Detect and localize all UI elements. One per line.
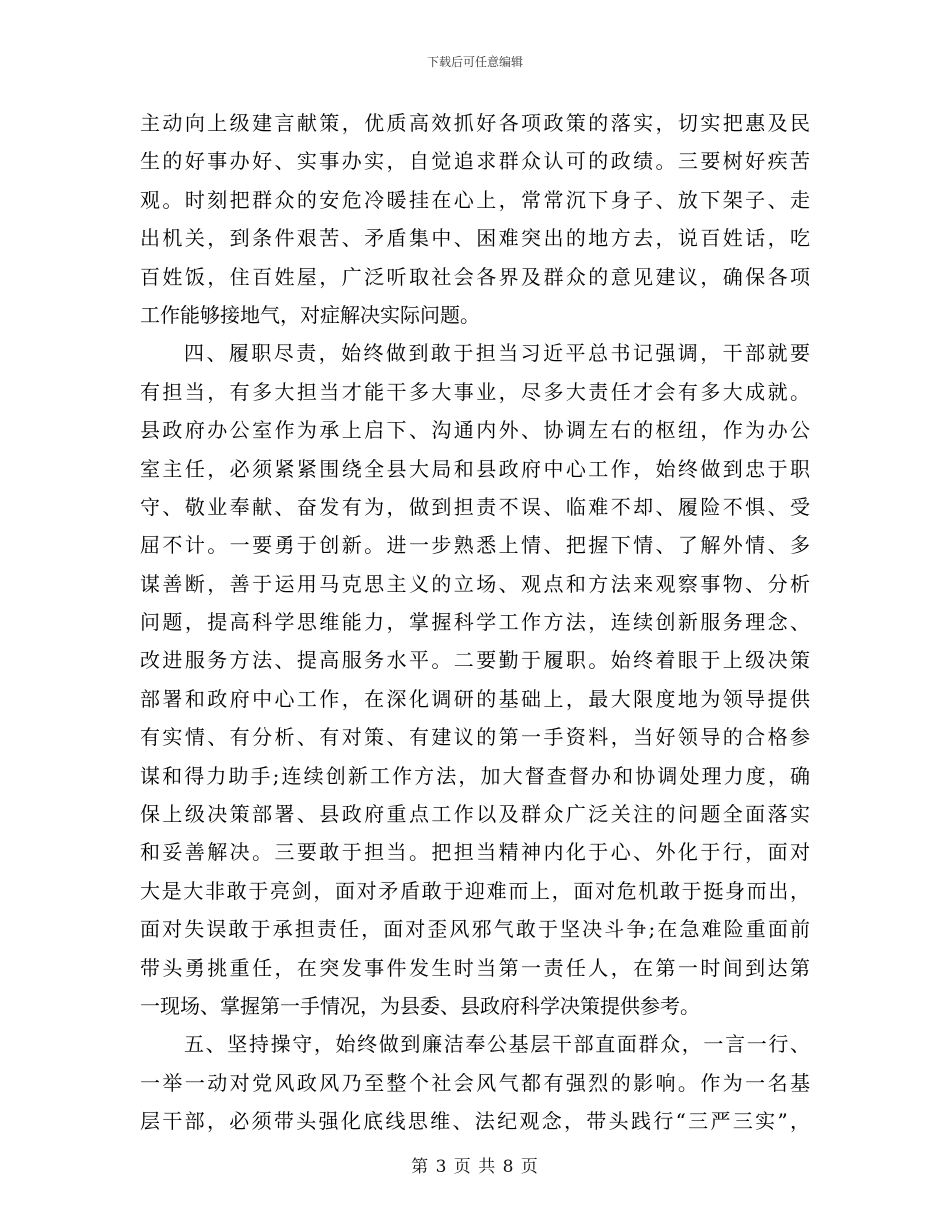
text-line: 和妥善解决。三要敢于担当。把担当精神内化于心、外化于行，面对 <box>140 840 810 865</box>
text-line: 大是大非敢于亮剑，面对矛盾敢于迎难而上，面对危机敢于挺身而出， <box>140 878 810 903</box>
text-line: 问题，提高科学思维能力，掌握科学工作方法，连续创新服务理念、 <box>140 610 810 635</box>
text-line: 室主任，必须紧紧围绕全县大局和县政府中心工作，始终做到忠于职 <box>140 456 810 481</box>
text-line: 出机关，到条件艰苦、矛盾集中、困难突出的地方去，说百姓话，吃 <box>140 226 810 251</box>
text-line: 观。时刻把群众的安危冷暖挂在心上，常常沉下身子、放下架子、走 <box>140 187 810 212</box>
text-line: 工作能够接地气，对症解决实际问题。 <box>140 302 480 327</box>
text-line: 一举一动对党风政风乃至整个社会风气都有强烈的影响。作为一名基 <box>140 1070 810 1095</box>
paragraph-heading-line: 四、履职尽责，始终做到敢于担当习近平总书记强调，干部就要 <box>184 341 810 366</box>
text-line: 生的好事办好、实事办实，自觉追求群众认可的政绩。三要树好疾苦 <box>140 149 810 174</box>
page-footer: 第 3 页 共 8 页 <box>411 1157 539 1177</box>
paragraph-heading-line: 五、坚持操守，始终做到廉洁奉公基层干部直面群众，一言一行、 <box>184 1032 810 1057</box>
text-line: 带头勇挑重任，在突发事件发生时当第一责任人，在第一时间到达第 <box>140 955 810 980</box>
text-line: 保上级决策部署、县政府重点工作以及群众广泛关注的问题全面落实 <box>140 802 810 827</box>
text-line: 有实情、有分析、有对策、有建议的第一手资料，当好领导的合格参 <box>140 725 810 750</box>
text-line: 谋善断，善于运用马克思主义的立场、观点和方法来观察事物、分析 <box>140 571 810 596</box>
text-line: 改进服务方法、提高服务水平。二要勤于履职。始终着眼于上级决策 <box>140 648 810 673</box>
text-line: 部署和政府中心工作，在深化调研的基础上，最大限度地为领导提供 <box>140 686 810 711</box>
text-line: 县政府办公室作为承上启下、沟通内外、协调左右的枢纽，作为办公 <box>140 418 810 443</box>
text-line: 守、敬业奉献、奋发有为，做到担责不误、临难不却、履险不惧、受 <box>140 494 810 519</box>
text-line: 谋和得力助手;连续创新工作方法，加大督查督办和协调处理力度，确 <box>140 763 810 788</box>
text-line: 百姓饭，住百姓屋，广泛听取社会各界及群众的意见建议，确保各项 <box>140 264 810 289</box>
page-header: 下载后可任意编辑 <box>426 55 523 69</box>
text-line: 层干部，必须带头强化底线思维、法纪观念，带头践行“三严三实”， <box>140 1109 810 1134</box>
text-line: 面对失误敢于承担责任，面对歪风邪气敢于坚决斗争;在急难险重面前 <box>140 917 810 942</box>
text-line: 一现场、掌握第一手情况，为县委、县政府科学决策提供参考。 <box>140 993 700 1018</box>
text-line: 主动向上级建言献策，优质高效抓好各项政策的落实，切实把惠及民 <box>140 111 810 135</box>
document-body <box>140 104 810 1141</box>
text-line: 有担当，有多大担当才能干多大事业，尽多大责任才会有多大成就。 <box>140 379 810 404</box>
text-line: 屈不计。一要勇于创新。进一步熟悉上情、把握下情、了解外情、多 <box>140 533 810 558</box>
